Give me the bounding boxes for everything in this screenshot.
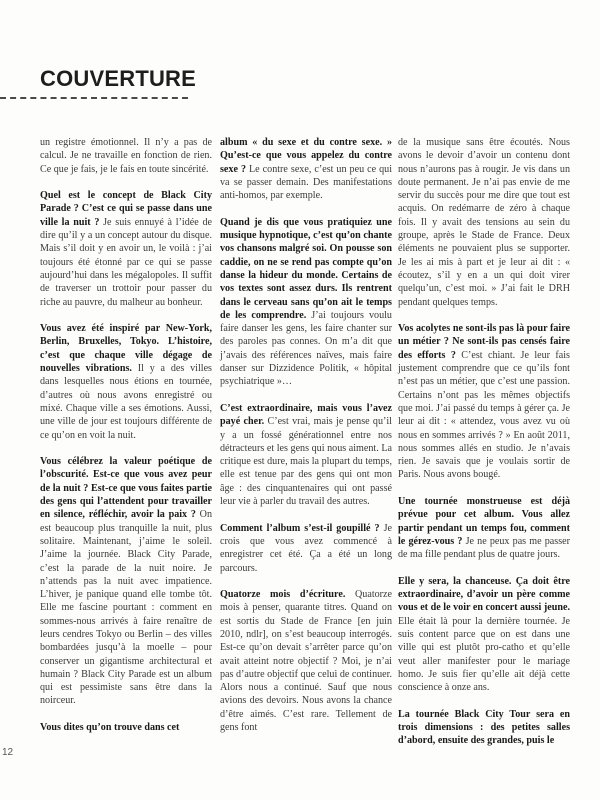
interview-question: album « du sexe et du contre sexe. » Qu’est-ce que vous appelez du contre sexe ? bbox=[220, 137, 392, 175]
interview-answer: de la musique sans être écoutés. Nous avons le devoir d’avoir un contenu dont nous n’aurons pas à rougir. Je vis dans un doute permanent. Je n’ai pas envie de me servir du succès pour me dire que tout est acquis. On redémarre de zéro à chaque fois. Il y avait des tensions au sein du groupe, après le Stade de France. Deux éléments ne pouvaient plus se supporter. Je les ai mis à part et je leur ai dit : « écoutez, s’il y en a un qui doit virer quelqu’un, c’est moi. » J’ai fait le DRH pendant quelques temps. bbox=[398, 137, 570, 308]
paragraph bbox=[398, 136, 570, 309]
interview-answer: Elle était là pour la dernière tournée. Je suis content parce que on est dans une ville qui est plutôt pro-catho et qu’elle veut aller manifester pour le mariage homo. Je suis fier qu’elle ait déjà cette conscience à onze ans. bbox=[398, 615, 570, 694]
article-column-3 bbox=[398, 136, 570, 761]
paragraph bbox=[398, 495, 570, 561]
paragraph bbox=[220, 136, 392, 202]
interview-answer: Le contre sexe, c’est un peu ce qui va se passer demain. Des manifestations anti-homos, par exemple. bbox=[220, 163, 392, 202]
paragraph bbox=[40, 189, 212, 309]
interview-answer: Il y a des villes dans lesquelles nous étions en tournée, d’autres où nous avons enregistré ou mixé. Chaque ville a ses émotions. Aussi, une ville de jour est toujours différente de ce qu’on en voit la nuit. bbox=[40, 363, 212, 441]
article-column-2 bbox=[220, 136, 392, 748]
interview-answer: Je ne peux pas me passer de ma fille pendant plus de quatre jours. bbox=[398, 535, 570, 561]
interview-question: Quel est le concept de Black City Parade ? C’est ce qui se passe dans une ville la nuit ? bbox=[40, 190, 212, 228]
paragraph bbox=[398, 575, 570, 695]
interview-answer: un registre émotionnel. Il n’y a pas de calcul. Je ne travaille en fonction de rien. Ce que je fais, je le fais en toute sincérité. bbox=[40, 137, 212, 175]
paragraph bbox=[398, 322, 570, 482]
interview-question: Une tournée monstrueuse est déjà prévue pour cet album. Vous allez partir pendant un temps fou, comment le gérez-vous ? bbox=[398, 496, 570, 547]
interview-answer: On est beaucoup plus tranquille la nuit, plus solitaire. Maintenant, j’aime le soleil. J’aime la journée. Black City Parade, c’est la parade de la nuit noire. Je n’attends pas la nuit avec impatience. L’hiver, je panique quand elle tombe tôt. Elle me fascine pourtant : comment en sommes-nous arrivés à faire renaître de leurs cendres Tokyo ou Berlin – des villes bombardées jusqu’à la moelle – pour conserver un gigantisme architectural et humain ? Black City Parade est un album qui est pessimiste sans être dans la noirceur. bbox=[40, 509, 212, 707]
interview-question: Vous avez été inspiré par New-York, Berlin, Bruxelles, Tokyo. L’histoire, c’est que chaque ville dégage de nouvelles vibrations. bbox=[40, 323, 212, 375]
paragraph bbox=[40, 136, 212, 176]
interview-answer: C’est chiant. Je leur fais justement comprendre que ce qu’ils font n’est pas un métier, que c’est une passion. Certains n’ont pas les mêmes objectifs que moi. J’ai passé du temps à gérer ça. Je leur ai dit : « attendez, vous avez vu où nous en sommes arrivés ? » En août 2011, nous sommes allés en studio. Je n’avais rien. Je savais que je voulais sortir de Paris. Nous avons bougé. bbox=[398, 349, 570, 481]
paragraph bbox=[220, 522, 392, 575]
interview-question: Elle y sera, la chanceuse. Ça doit être extraordinaire, d’avoir un père comme vous et de le voir en concert aussi jeune. bbox=[398, 575, 570, 614]
interview-question: Vous célébrez la valeur poétique de l’obscurité. Est-ce que vous avez peur de la nuit ? Est-ce que vous faites partie des gens qui l’attendent pour travailler en silence, réfléchir, avoir la paix ? bbox=[40, 456, 212, 521]
paragraph bbox=[220, 588, 392, 734]
interview-question: Quatorze mois d’écriture. bbox=[220, 589, 346, 601]
interview-answer: Quatorze mois à penser, quarante titres. Quand on est sortis du Stade de France [en juin 2010, ndlr], on s’est beaucoup interrogés. Est-ce qu’on devait s’arrêter parce qu’on avait atteint notre objectif ? Moi, je n’ai pas d’autre objectif que celui de continuer. Alors nous a continué. Sauf que nous avions des devoirs. Nous avons la chance d’être aimés. C’est rare. Tellement de gens font bbox=[220, 589, 393, 734]
interview-question: Comment l’album s’est-il goupillé ? bbox=[220, 522, 380, 534]
interview-question: C’est extraordinaire, mais vous l’avez payé cher. bbox=[220, 402, 392, 428]
paragraph bbox=[220, 402, 392, 508]
page-number: 12 bbox=[2, 747, 14, 758]
paragraph bbox=[40, 455, 212, 708]
section-title: COUVERTURE bbox=[40, 66, 197, 91]
interview-question: Vos acolytes ne sont-ils pas là pour faire un métier ? Ne sont-ils pas censés faire des efforts ? bbox=[398, 323, 570, 361]
paragraph bbox=[40, 322, 212, 442]
interview-question: Quand je dis que vous pratiquiez une musique hypnotique, c’est qu’on chante vos chansons malgré soi. On pousse son caddie, on ne se rend pas compte qu’on danse la hideur du monde. Certains de vos textes sont assez durs. Ils rentrent dans le cerveau sans qu’on ait le temps de les comprendre. bbox=[220, 216, 392, 321]
paragraph bbox=[220, 216, 392, 389]
section-divider bbox=[0, 97, 188, 99]
interview-question: Vous dites qu’on trouve dans cet bbox=[40, 722, 180, 734]
paragraph bbox=[398, 708, 570, 748]
article-column-1 bbox=[40, 136, 212, 748]
interview-answer: Je crois que vous avez commencé à enregistrer cet été. Ça a été un long parcours. bbox=[220, 522, 392, 574]
interview-answer: J’ai toujours voulu faire danser les gens, les faire chanter sur des paroles pas connes. On m’a dit que j’avais des références naïves, mais faire danser sur Dizzidence Politik, « hôpital psychiatrique »… bbox=[220, 309, 392, 388]
interview-answer: Je suis ennuyé à l’idée de dire qu’il y a un concept autour du disque. Mais s’il doit y en avoir un, le voilà : j’ai toujours été étonné par ce qui se passe aujourd’hui dans les mégalopoles. Il suffit de traverser un trottoir pour passer du riche au pauvre, du malheur au bonheur. bbox=[40, 216, 212, 308]
interview-question: La tournée Black City Tour sera en trois dimensions : des petites salles d’abord, ensuite des grandes, puis le bbox=[398, 708, 570, 747]
interview-answer: C’est vrai, mais je pense qu’il y a un fossé générationnel entre nos détracteurs et les gens qui nous aiment. La critique est dure, mais la plupart du temps, elle est tenue par des gens qui ont mon âge : des cinquantenaires qui ont passé leur vie à parler du travail des autres. bbox=[220, 416, 392, 508]
paragraph bbox=[40, 721, 212, 734]
